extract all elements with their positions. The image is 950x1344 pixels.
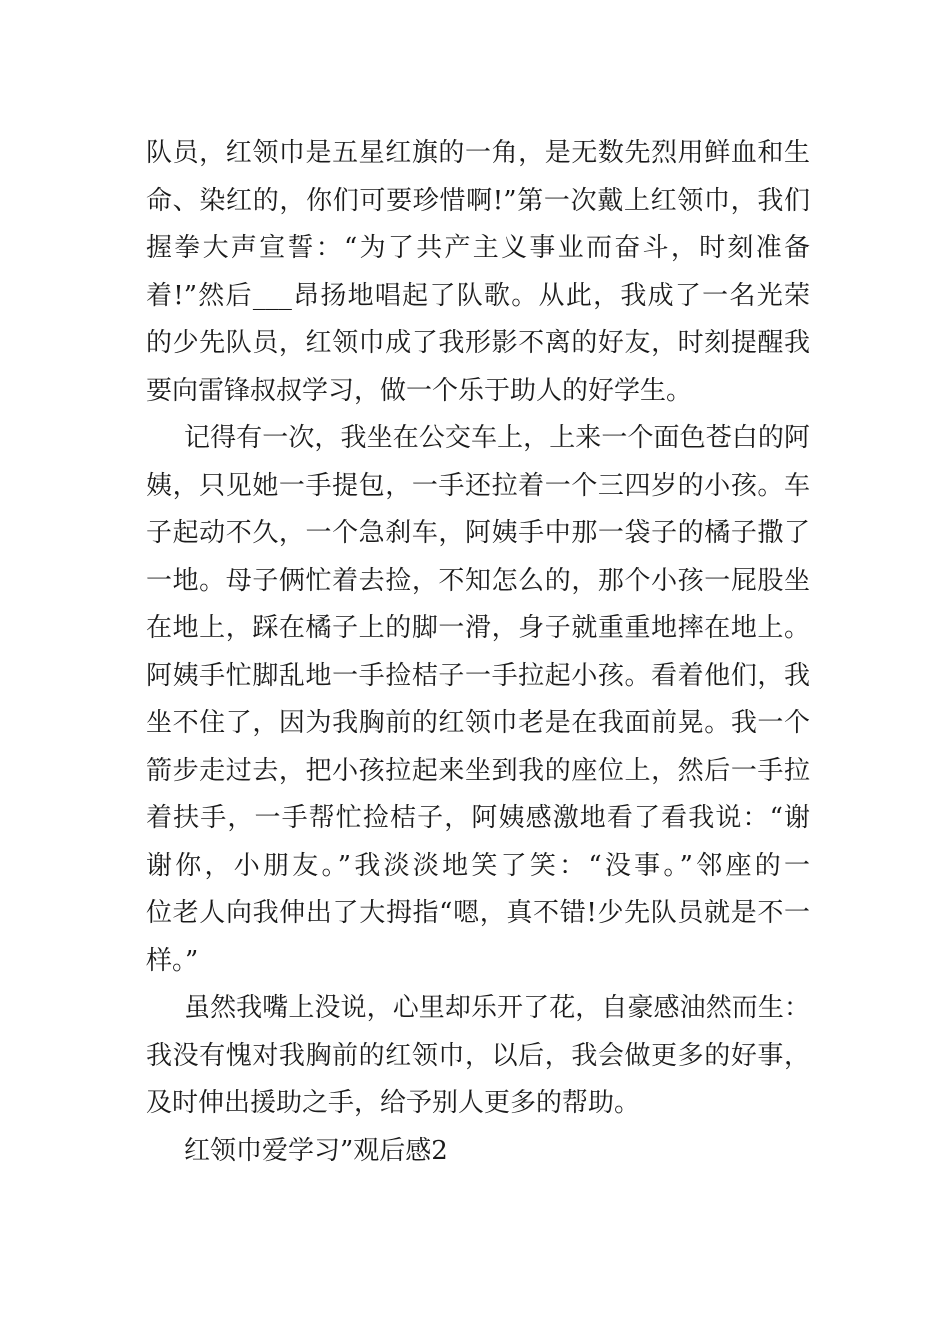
text-line: 坐不住了，因为我胸前的红领巾老是在我面前晃。我一个	[146, 708, 810, 738]
section-heading	[146, 1128, 810, 1176]
text-line: 要向雷锋叔叔学习，做一个乐于助人的好学生。	[146, 375, 693, 406]
text-line: 谢你，小朋友。”我淡淡地笑了笑：“没事。”邻座的一	[146, 850, 810, 881]
text-line: 箭步走过去，把小孩拉起来坐到我的座位上，然后一手拉	[146, 755, 810, 786]
text-line: 的少先队员，红领巾成了我形影不离的好友，时刻提醒我	[146, 328, 810, 358]
essay-body	[146, 130, 810, 1175]
text-line: 虽然我嘴上没说，心里却乐开了花，自豪感油然而生：	[184, 993, 810, 1023]
text-line: 及时伸出援助之手，给予别人更多的帮助。	[146, 1088, 641, 1118]
text-line: 位老人向我伸出了大拇指“嗯，真不错!少先队员就是不一	[146, 898, 810, 928]
text-line: 在地上，踩在橘子上的脚一滑，身子就重重地摔在地上。	[146, 613, 810, 643]
paragraph-2	[146, 415, 810, 985]
text-line: 样。”	[146, 945, 199, 976]
text-line: 阿姨手忙脚乱地一手捡桔子一手拉起小孩。看着他们，我	[146, 660, 810, 691]
text-line: 队员，红领巾是五星红旗的一角，是无数先烈用鲜血和生	[146, 138, 810, 168]
paragraph-1	[146, 130, 810, 415]
text-line: 命、染红的，你们可要珍惜啊!”第一次戴上红领巾，我们	[146, 185, 810, 216]
text-line: 着扶手，一手帮忙捡桔子，阿姨感激地看了看我说：“谢	[146, 803, 810, 833]
text-line: 记得有一次，我坐在公交车上，上来一个面色苍白的阿	[184, 423, 810, 453]
text-line: 姨，只见她一手提包，一手还拉着一个三四岁的小孩。车	[146, 470, 810, 501]
text-line: 子起动不久，一个急刹车，阿姨手中那一袋子的橘子撒了	[146, 518, 810, 548]
text-line: 着!”然后___昂扬地唱起了队歌。从此，我成了一名光荣	[146, 280, 810, 311]
heading-line: 红领巾爱学习”观后感2	[184, 1135, 448, 1166]
text-line: 握拳大声宣誓：“为了共产主义事业而奋斗，时刻准备	[146, 233, 810, 263]
text-line: 一地。母子俩忙着去捡，不知怎么的，那个小孩一屁股坐	[146, 565, 810, 596]
paragraph-3	[146, 985, 810, 1128]
text-line: 我没有愧对我胸前的红领巾，以后，我会做更多的好事，	[146, 1040, 810, 1071]
